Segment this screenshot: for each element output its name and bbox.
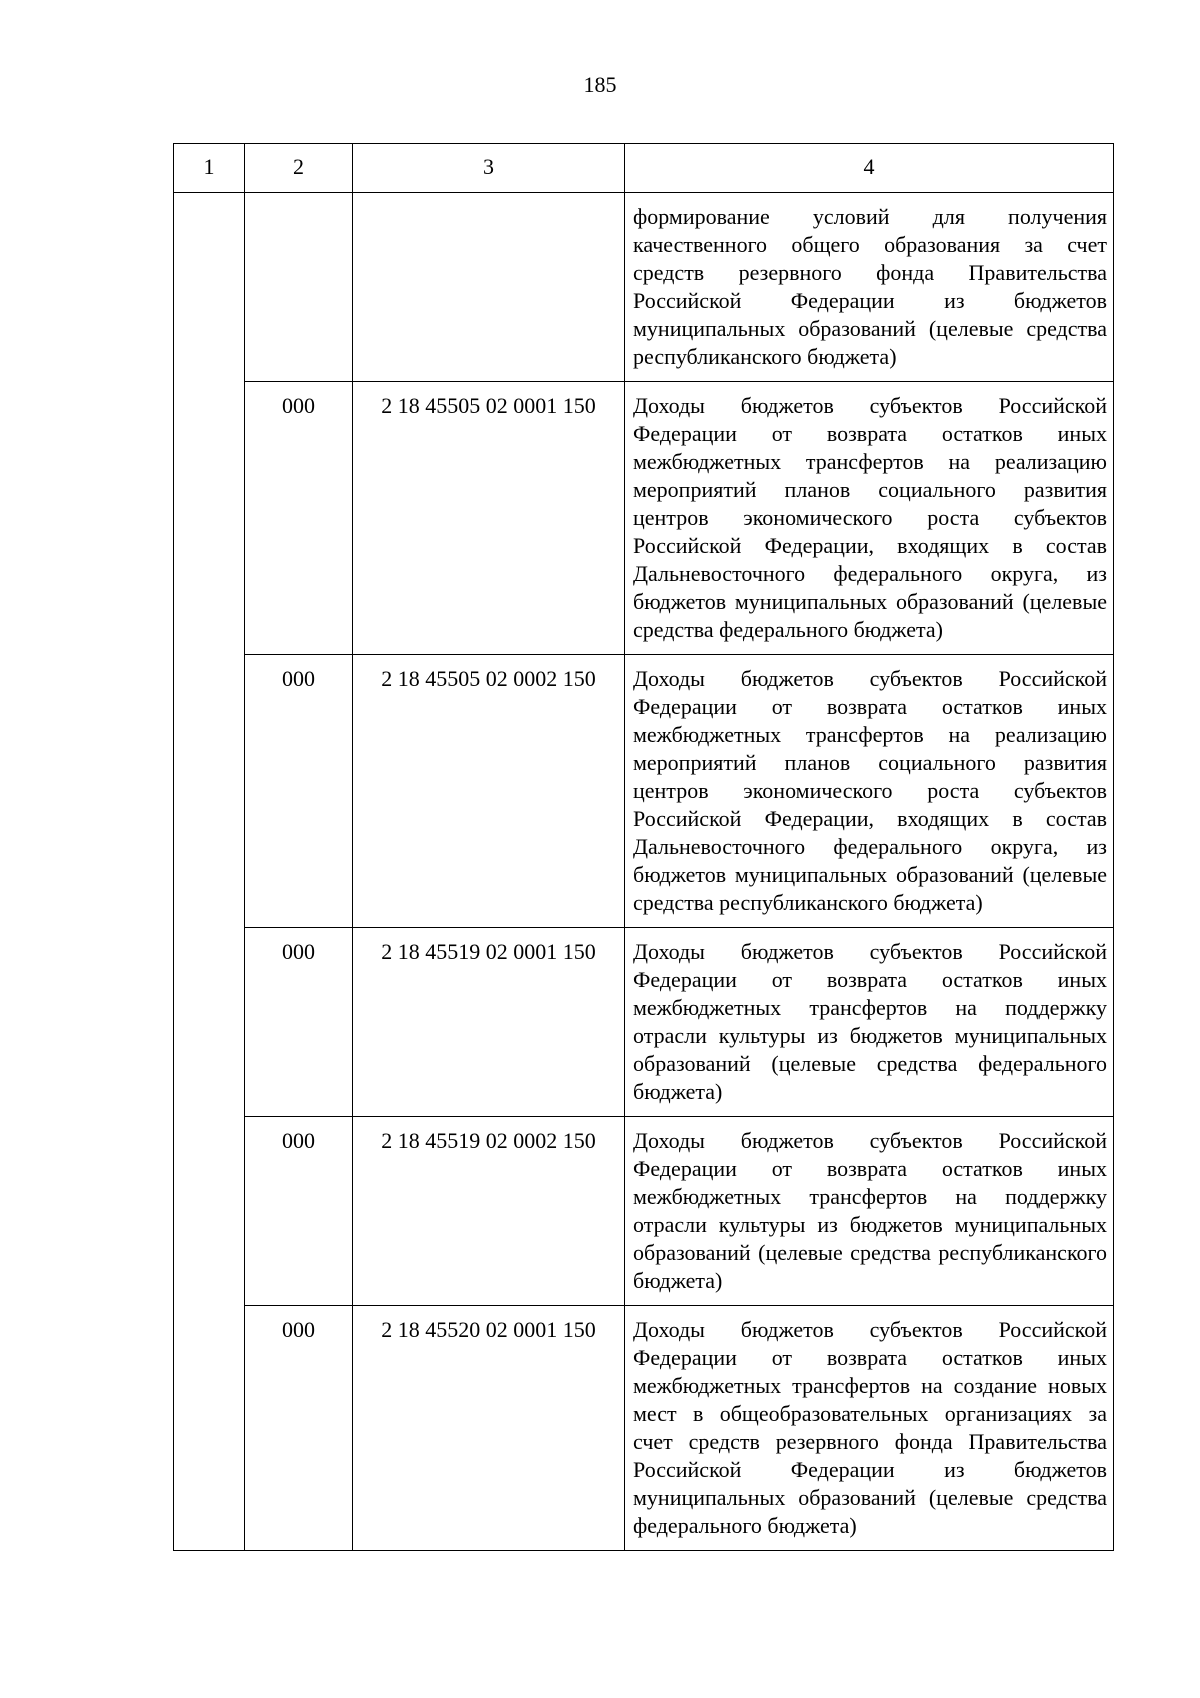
table-row (174, 1117, 1114, 1306)
cell-revenue-code: 2 18 45520 02 0001 150 (353, 1306, 625, 1551)
cell-revenue-code: 2 18 45505 02 0002 150 (353, 655, 625, 928)
cell-description: Доходы бюджетов субъектов Российской Федерации от возврата остатков иных межбюджетных трансфертов на поддержку отрасли культуры из бюджетов муниципальных образований (целевые средства федерального бюджета) (625, 928, 1114, 1117)
cell-description: Доходы бюджетов субъектов Российской Федерации от возврата остатков иных межбюджетных трансфертов на создание новых мест в общеобразовательных организациях за счет средств резервного фонда Правительства Российской Федерации из бюджетов муниципальных образований (целевые средства федерального бюджета) (625, 1306, 1114, 1551)
cell-admin-code: 000 (245, 1117, 353, 1306)
page-number: 185 (583, 72, 617, 97)
cell-admin-code: 000 (245, 655, 353, 928)
cell-admin-code: 000 (245, 382, 353, 655)
cell-col-1 (174, 193, 245, 1551)
cell-description: Доходы бюджетов субъектов Российской Федерации от возврата остатков иных межбюджетных трансфертов на реализацию мероприятий планов социального развития центров экономического роста субъектов Российской Федерации, входящих в состав Дальневосточного федерального округа, из бюджетов муниципальных образований (целевые средства федерального бюджета) (625, 382, 1114, 655)
cell-admin-code: 000 (245, 928, 353, 1117)
cell-description: Доходы бюджетов субъектов Российской Федерации от возврата остатков иных межбюджетных трансфертов на реализацию мероприятий планов социального развития центров экономического роста субъектов Российской Федерации, входящих в состав Дальневосточного федерального округа, из бюджетов муниципальных образований (целевые средства республиканского бюджета) (625, 655, 1114, 928)
table-row (174, 655, 1114, 928)
cell-admin-code: 000 (245, 1306, 353, 1551)
header-col-1: 1 (174, 144, 245, 193)
header-col-2: 2 (245, 144, 353, 193)
header-col-3: 3 (353, 144, 625, 193)
table-row (174, 928, 1114, 1117)
cell-description: Доходы бюджетов субъектов Российской Федерации от возврата остатков иных межбюджетных трансфертов на поддержку отрасли культуры из бюджетов муниципальных образований (целевые средства республиканского бюджета) (625, 1117, 1114, 1306)
table-row (174, 193, 1114, 382)
cell-revenue-code (353, 193, 625, 382)
table-header-row (174, 144, 1114, 193)
cell-revenue-code: 2 18 45519 02 0002 150 (353, 1117, 625, 1306)
cell-admin-code (245, 193, 353, 382)
table-row (174, 382, 1114, 655)
cell-revenue-code: 2 18 45505 02 0001 150 (353, 382, 625, 655)
cell-description: формирование условий для получения качественного общего образования за счет средств резервного фонда Правительства Российской Федерации из бюджетов муниципальных образований (целевые средства республиканского бюджета) (625, 193, 1114, 382)
table-row (174, 1306, 1114, 1551)
cell-revenue-code: 2 18 45519 02 0001 150 (353, 928, 625, 1117)
revenue-codes-table (173, 143, 1114, 1551)
header-col-4: 4 (625, 144, 1114, 193)
